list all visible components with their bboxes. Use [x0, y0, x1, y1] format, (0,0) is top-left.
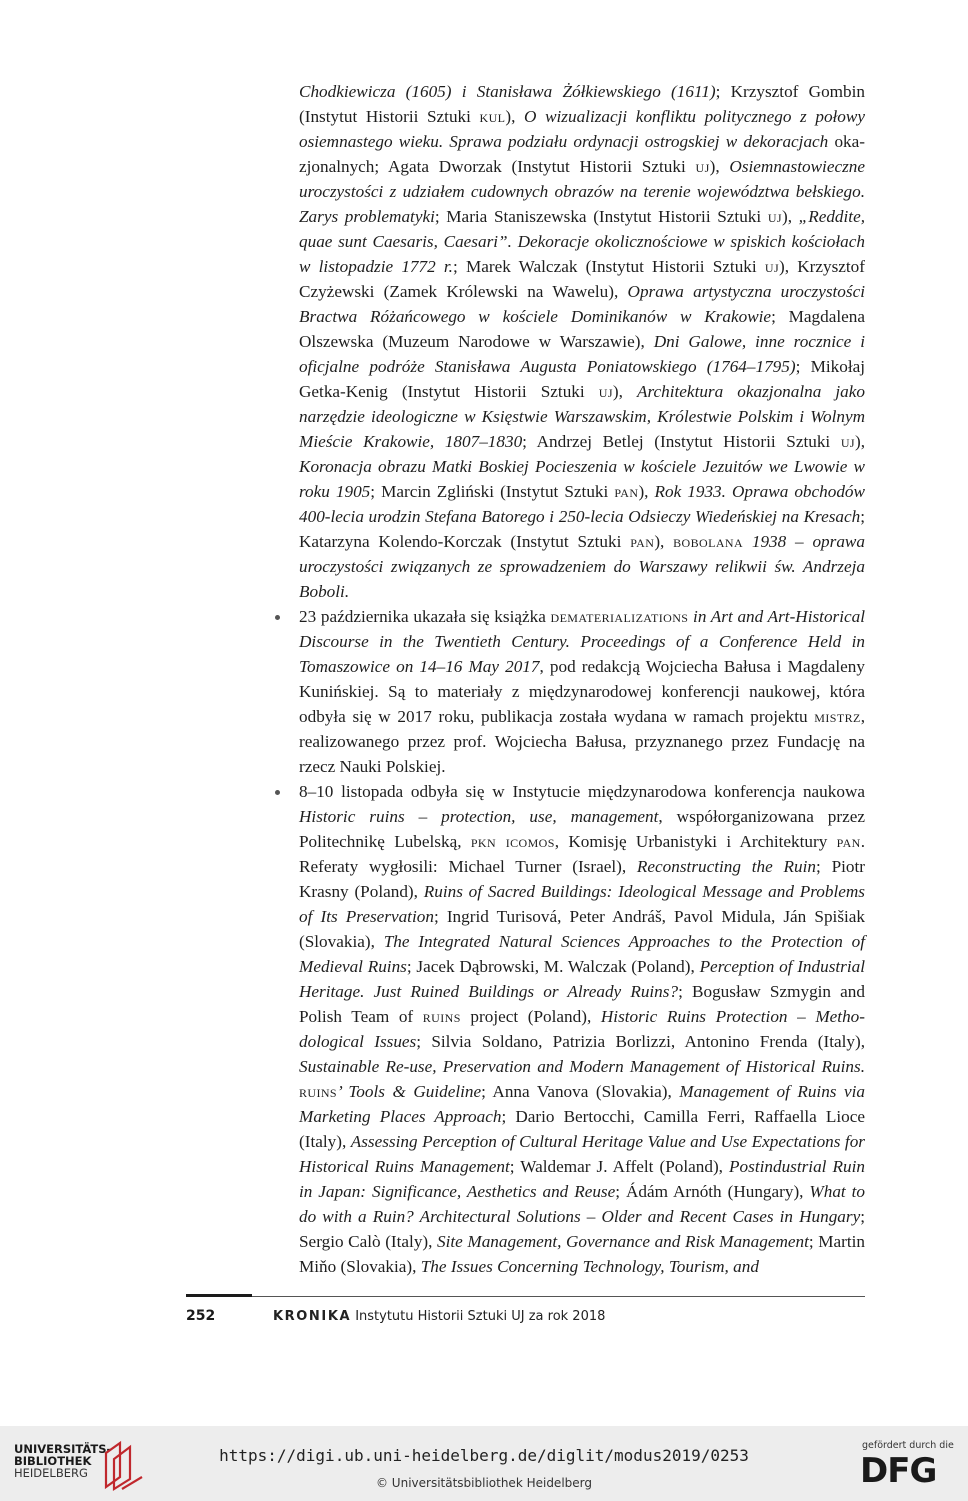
dfg-logo[interactable] — [856, 1440, 956, 1490]
text-run: ), — [781, 207, 799, 226]
text-run: ; Ádám Arnóth (Hungary), — [615, 1182, 810, 1201]
journal-subtitle: Instytutu Historii Sztuki UJ za rok 2018 — [355, 1309, 606, 1324]
text-run: ; Katarzyna Kolendo-Korczak (Instytut Sztuki — [299, 507, 865, 551]
text-run: , pod redakcją Wojciecha Bałusa i Magdaleny Kunińskiej. Są to materiały z międzynarodowej konferencji naukowej, która odbyła się w 2017 roku, publikacja została wydana w ramach projektu — [299, 657, 865, 726]
italic-text: Management of Ruins via Marketing Places Approach — [299, 1082, 865, 1126]
bullet-icon — [275, 790, 280, 795]
italic-text: Ruins of Sacred Buildings: Ideological Message and Problems of Its Preservation — [299, 882, 865, 926]
text-run: okazjonalnych; Agata Dworzak (Instytut Historii Sztuki — [299, 132, 865, 176]
small-caps-text: pan — [836, 832, 861, 851]
italic-text: O wizualizacji konfliktu politycznego z połowy osiemnastego wieku. Sprawa podziału ordynacji ostrogskiej w dekoracjach — [299, 107, 865, 151]
text-run: , współorganizowana przez Politechnikę Lubelską, — [299, 807, 865, 851]
italic-text: Koronacja obrazu Matki Boskiej Pocieszenia w kościele Jezuitów we Lwowie w roku 1905 — [299, 457, 865, 501]
italic-text: What to do with a Ruin? Architectural Solutions – Older and Recent Cases in Hungary — [299, 1182, 866, 1226]
text-run: . Referaty wygłosili: Michael Turner (Israel), — [299, 832, 865, 876]
italic-text: The Integrated Natural Sciences Approaches to the Protection of Medieval Ruins — [299, 932, 865, 976]
small-caps-text: pkn icomos — [470, 832, 555, 851]
small-caps-text: mistrz — [814, 707, 861, 726]
text-run: ; Marcin Zgliński (Instytut Sztuki — [370, 482, 615, 501]
italic-text: Architektura okazjonalna jako narzędzie ideologiczne w Księstwie Warszawskim, Królestwie Polskim i Wolnym Mieście Krakowie, 1807–1830 — [299, 382, 865, 451]
text-run: ), — [505, 107, 525, 126]
bullet-paragraph — [299, 604, 865, 779]
text-run: , realizowanego przez prof. Wojciecha Bałusa, przyznanego przez Fundację na rzecz Nauki Polskiej. — [299, 707, 865, 776]
text-run: ; Marek Walczak (Instytut Historii Sztuki — [452, 257, 765, 276]
text-run: ; Ingrid Turisová, Peter Andráš, Pavol Midula, Ján Spišiak (Slovakia), — [299, 907, 866, 951]
running-head — [273, 1309, 605, 1324]
text-run: ; Waldemar J. Affelt (Poland), — [509, 1157, 730, 1176]
text-run: ; Mikołaj Getka-Kenig (Instytut Historii Sztuki — [299, 357, 865, 401]
italic-text: Dni Galowe, inne rocznice i oficjalne podróże Stanisława Augusta Poniatowskiego (1764–1795) — [299, 332, 865, 376]
page-number: 252 — [186, 1308, 216, 1324]
library-name-line2: BIBLIOTHEK — [14, 1454, 92, 1468]
italic-text: Postindustrial Ruin in Japan: Significance, Aesthetics and Reuse — [299, 1157, 865, 1201]
italic-text: The Issues Concerning Technology, Tourism, and — [420, 1257, 759, 1276]
bullet-paragraph — [299, 779, 865, 1279]
journal-title: KRONIKA — [273, 1309, 352, 1324]
small-caps-text: uj — [598, 382, 613, 401]
small-caps-text: uj — [764, 257, 780, 276]
text-run: ; Piotr Krasny (Poland), — [299, 857, 866, 901]
footer-rule — [252, 1296, 865, 1297]
library-name-line3: HEIDELBERG — [14, 1466, 88, 1480]
italic-text: Chodkiewicza (1605) i Stanisława Żółkiewskiego (1611) — [299, 82, 716, 101]
text-run: project (Poland), — [460, 1007, 601, 1026]
italic-text: Osiemnastowieczne uroczystości z udziałem cudownych obrazów na terenie województwa bełskiego. Zarys problematyki — [299, 157, 865, 226]
footer-rule-thick — [186, 1294, 252, 1297]
small-caps-text: pan — [630, 532, 655, 551]
small-caps-text: ruins — [299, 1082, 338, 1101]
italic-text: in Art and Art-Historical Discourse in the Twentieth Century. Proceedings of a Conference Held in Tomaszowice on 14–16 May 2017 — [299, 607, 865, 676]
italic-text: „Reddite, quae sunt Caesaris, Caesari”. Dekoracje okolicznościowe w spiskich kościołach w listopadzie 1772 r. — [299, 207, 865, 276]
italic-text: ’ Tools & Guideline — [337, 1082, 482, 1101]
text-run: ), — [854, 432, 865, 451]
text-run: 23 października ukazała się książka — [299, 607, 551, 626]
text-run: ), — [612, 382, 637, 401]
small-caps-text: dematerializations — [550, 607, 689, 626]
italic-text: Site Management, Governance and Risk Management — [437, 1232, 809, 1251]
page-text — [299, 79, 865, 1279]
text-run: ), — [709, 157, 730, 176]
italic-text: 1938 – oprawa uroczystości związanych ze sprowadzeniem do Warszawy relikwii św. Andrzeja Boboli. — [299, 532, 865, 601]
italic-text: Rok 1933. Oprawa obchodów 400-lecia urodzin Stefana Batorego i 250-lecia Odsieczy Wiedeńskiej na Kresach — [299, 482, 865, 526]
text-run: ; Andrzej Betlej (Instytut Historii Sztuki — [522, 432, 841, 451]
text-run: ), Krzysztof Czyżewski (Zamek Królewski na Wawelu), — [299, 257, 865, 301]
small-caps-text: uj — [840, 432, 855, 451]
dfg-caption: gefördert durch die — [862, 1440, 954, 1451]
paragraph — [299, 79, 865, 604]
bullet-icon — [275, 615, 280, 620]
text-run: 8–10 listopada odbyła się w Instytucie międzynarodowa konferencja naukowa — [299, 782, 865, 801]
italic-text: Assessing Perception of Cultural Heritage Value and Use Expectations for Historical Ruins Management — [299, 1132, 865, 1176]
text-run: ; Martin Miňo (Slovakia), — [299, 1232, 865, 1276]
text-run: ; Krzysztof Gombin (Instytut Historii Sztuki — [299, 82, 865, 126]
italic-text: Historic Ruins Protection – Methodological Issues — [299, 1007, 865, 1051]
italic-text: Sustainable Re-use, Preservation and Modern Management of Historical Ruins. — [299, 1057, 865, 1076]
italic-text: Perception of Industrial Heritage. Just Ruined Buildings or Already Ruins? — [299, 957, 866, 1001]
small-caps-text: kul — [479, 107, 506, 126]
text-run: ; Maria Staniszewska (Instytut Historii Sztuki — [434, 207, 768, 226]
source-url[interactable]: https://digi.ub.uni-heidelberg.de/diglit/modus2019/0253 — [219, 1446, 749, 1465]
text-run: ; Dario Bertocchi, Camilla Ferri, Raffaella Lioce (Italy), — [299, 1107, 865, 1151]
small-caps-text: ruins — [422, 1007, 461, 1026]
library-name-line1: UNIVERSITÄTS- — [14, 1442, 112, 1456]
copyright-notice: © Universitätsbibliothek Heidelberg — [375, 1476, 592, 1490]
small-caps-text: uj — [695, 157, 710, 176]
text-run: ; Anna Vanova (Slovakia), — [481, 1082, 680, 1101]
text-run: ; Sergio Calò (Italy), — [299, 1207, 865, 1251]
text-run: ; Silvia Soldano, Patrizia Borlizzi, Antonino Frenda (Italy), — [416, 1032, 866, 1051]
text-run: ; Magdalena Olszewska (Muzeum Narodowe w Warszawie), — [299, 307, 865, 351]
text-run: ), — [654, 532, 674, 551]
dfg-wordmark: DFG — [860, 1451, 937, 1491]
text-run: ; Bogusław Szmygin and Polish Team of — [299, 982, 865, 1026]
text-run: ; Jacek Dąbrowski, M. Walczak (Poland), — [406, 957, 700, 976]
small-caps-text: pan — [614, 482, 639, 501]
small-caps-text: uj — [767, 207, 782, 226]
italic-text: Reconstructing the Ruin — [636, 857, 817, 876]
italic-text: Historic ruins – protection, use, management — [299, 807, 659, 826]
text-run: , Komisję Urbanistyki i Architektury — [554, 832, 837, 851]
small-caps-text: bobolana — [673, 532, 744, 551]
text-run: ), — [638, 482, 655, 501]
italic-text: Oprawa artystyczna uroczystości Bractwa Różańcowego w kościele Dominikanów w Krakowie — [299, 282, 865, 326]
